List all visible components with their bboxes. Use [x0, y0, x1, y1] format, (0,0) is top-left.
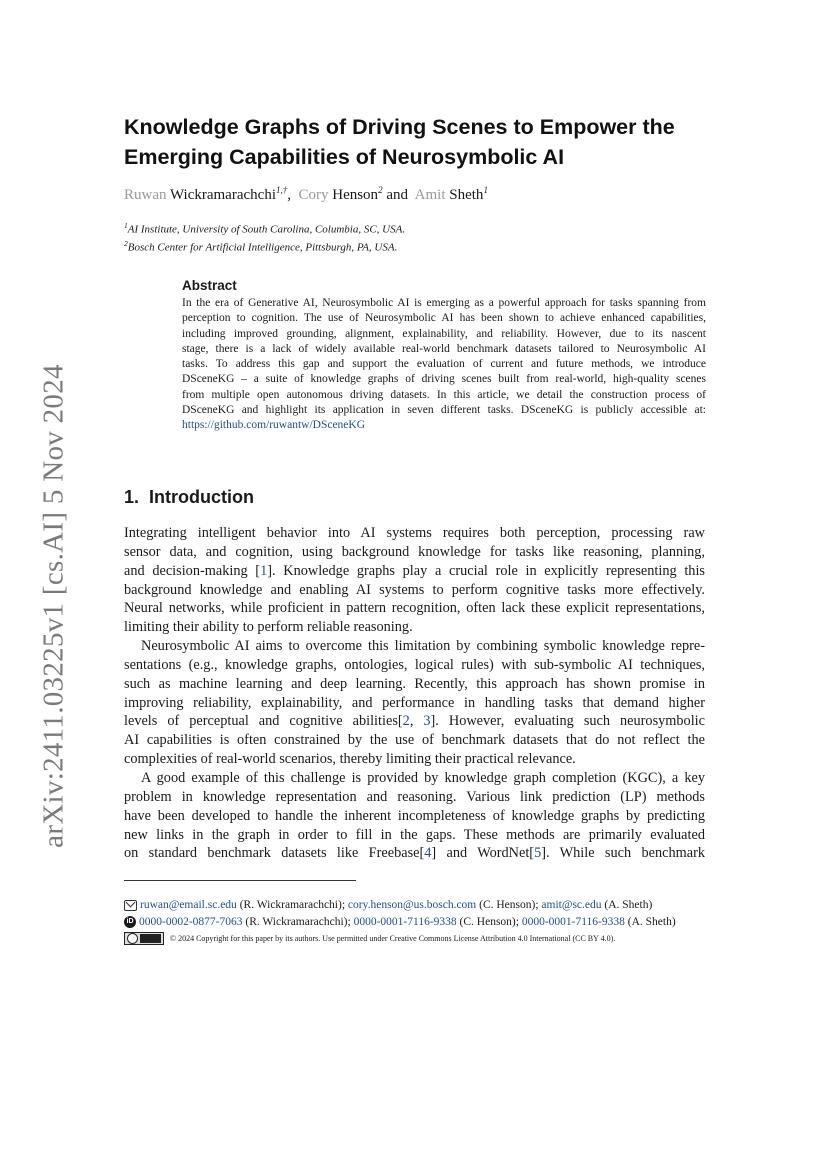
text-run: ]. Knowledge graphs play a crucial role in explicitly representing this — [267, 562, 705, 579]
body-line — [124, 844, 705, 863]
body-line — [124, 826, 705, 845]
body-line — [124, 581, 705, 600]
text-run: ]. While such benchmark — [541, 845, 705, 862]
text-run: AI capabilities is often constrained by the use of benchmark datasets that do not reflect the — [124, 732, 705, 749]
text-run: (R. Wickramarachchi); — [236, 899, 348, 911]
author-family-name: Wickramarachchi — [169, 187, 276, 203]
body-line — [124, 675, 705, 694]
author-superscript: 2 — [378, 185, 383, 195]
citation-link[interactable]: amit@sc.edu — [541, 899, 602, 911]
author-given-name[interactable]: Cory — [298, 187, 329, 203]
body-line — [124, 656, 705, 675]
author-separator: , — [287, 187, 291, 203]
text-run: (C. Henson); — [456, 916, 522, 928]
text-run: (C. Henson); — [476, 899, 542, 911]
text-run: Neurosymbolic AI aims to overcome this limitation by combining symbolic knowledge repre- — [141, 638, 705, 655]
author-list — [124, 185, 488, 204]
text-run: and decision-making [ — [124, 562, 261, 579]
email-line — [140, 899, 652, 911]
text-run: (R. Wickramarachchi); — [242, 916, 354, 928]
text-run: (A. Sheth) — [624, 916, 676, 928]
paper-title — [124, 112, 724, 172]
arxiv-side-identifier: arXiv:2411.03225v1 [cs.AI] 5 Nov 2024 — [37, 364, 70, 848]
text-run: limiting their ability to perform reliable reasoning. — [124, 619, 413, 636]
citation-link[interactable]: 1 — [260, 562, 268, 579]
email-icon — [124, 900, 137, 911]
citation-link[interactable]: ruwan@email.sc.edu — [140, 899, 237, 911]
text-run: such as machine learning and deep learning. Recently, this approach has shown promise in — [124, 675, 705, 692]
affiliation-number: 1 — [124, 221, 128, 230]
section-title: Introduction — [149, 487, 255, 507]
body-line — [124, 807, 705, 826]
cc-by-license-icon — [124, 932, 164, 945]
copyright-text: © 2024 Copyright for this paper by its authors. Use permitted under Creative Commons License Attribution 4.0 International (CC BY 4.0). — [170, 934, 616, 943]
author-separator: and — [386, 187, 408, 203]
abstract-line: from multiple open autonomous driving datasets. In this article, we detail the construction process of — [182, 388, 706, 401]
text-run: sentations (e.g., knowledge graphs, ontologies, logical rules) with sub-symbolic AI techniques, — [124, 656, 705, 673]
body-line — [124, 788, 705, 807]
abstract-body — [182, 296, 706, 434]
affiliation-text: Bosch Center for Artificial Intelligence, Pittsburgh, PA, USA. — [127, 241, 398, 254]
orcid-line — [139, 916, 676, 928]
text-run: sensor data, and cognition, using background knowledge for tasks like reasoning, planning, — [124, 543, 705, 560]
abstract-line: tasks. To address this gap and support the evaluation of current and future methods, we introduce — [182, 358, 706, 371]
abstract-line: including improved grounding, alignment, explainability, and reliability. However, due to its nascent — [182, 327, 706, 340]
affiliation-number: 2 — [124, 239, 128, 248]
title-line: Knowledge Graphs of Driving Scenes to Empower the — [124, 115, 675, 139]
text-run: , — [409, 713, 424, 730]
text-run: on standard benchmark datasets like Freebase[ — [124, 845, 425, 862]
footnote-orcids — [124, 916, 676, 928]
abstract-heading: Abstract — [182, 278, 237, 293]
citation-link[interactable]: 3 — [423, 713, 431, 730]
body-line — [124, 731, 705, 750]
abstract-line: stage, there is a lack of widely available real-world benchmark datasets tailored to Neurosymbolic AI — [182, 342, 706, 355]
text-run: levels of perceptual and cognitive abilities[ — [124, 713, 403, 730]
body-line — [124, 769, 705, 788]
text-run: new links in the graph in order to fill in the gaps. These methods are primarily evaluated — [124, 826, 705, 843]
title-line: Emerging Capabilities of Neurosymbolic AI — [124, 145, 565, 169]
section-number: 1. — [124, 487, 140, 507]
text-run: have been developed to handle the inherent incompleteness of knowledge graphs by predicting — [124, 807, 705, 824]
body-line — [124, 712, 705, 731]
author-superscript: 1 — [483, 185, 488, 195]
author-family-name: Henson — [332, 187, 379, 203]
text-run: ]. However, evaluating such neurosymbolic — [430, 713, 705, 730]
text-run: (A. Sheth) — [601, 899, 653, 911]
body-line — [124, 694, 705, 713]
body-line — [124, 599, 705, 618]
section-heading — [124, 487, 254, 508]
affiliation — [124, 239, 397, 254]
orcid-icon: iD — [124, 916, 136, 928]
body-line — [124, 562, 705, 581]
citation-link[interactable]: 0000-0001-7116-9338 — [521, 916, 625, 928]
github-link[interactable]: https://github.com/ruwantw/DSceneKG — [182, 419, 366, 432]
citation-link[interactable]: 0000-0002-0877-7063 — [139, 916, 243, 928]
body-line — [124, 618, 705, 637]
author-family-name: Sheth — [449, 187, 484, 203]
author-given-name[interactable]: Ruwan — [124, 187, 167, 203]
abstract-line: perception to cognition. The use of Neurosymbolic AI has been shown to achieve enhanced capabilities, — [182, 312, 706, 325]
text-run: background knowledge and enabling AI systems to perform cognitive tasks more effectively. — [124, 581, 705, 598]
text-run: complexities of real-world scenarios, thereby limiting their practical relevance. — [124, 751, 576, 768]
citation-link[interactable]: cory.henson@us.bosch.com — [347, 899, 477, 911]
author-superscript: 1,† — [275, 185, 288, 195]
footnote-license — [124, 932, 615, 945]
text-run: Integrating intelligent behavior into AI systems requires both perception, processing raw — [124, 525, 705, 541]
body-line — [124, 524, 705, 543]
body-line — [124, 637, 705, 656]
affiliation-text: AI Institute, University of South Carolina, Columbia, SC, USA. — [127, 223, 406, 236]
abstract-line: DSceneKG – a suite of knowledge graphs of driving scenes built from real-world, high-quality scenes — [182, 373, 706, 386]
text-run: improving reliability, explainability, and performance in handling tasks that demand higher — [124, 694, 705, 711]
text-run: problem in knowledge representation and reasoning. Various link prediction (LP) methods — [124, 788, 705, 805]
citation-link[interactable]: 2 — [402, 713, 410, 730]
body-line — [124, 750, 705, 769]
citation-link[interactable]: 0000-0001-7116-9338 — [353, 916, 457, 928]
text-run: Neural networks, while proficient in pattern recognition, often lack these explicit representations, — [124, 600, 705, 617]
body-line — [124, 543, 705, 562]
text-run: ] and WordNet[ — [431, 845, 535, 862]
introduction-body — [124, 524, 705, 863]
author-given-name[interactable]: Amit — [414, 187, 446, 203]
footnote-emails — [124, 899, 652, 911]
citation-link[interactable]: 4 — [424, 845, 432, 862]
citation-link[interactable]: 5 — [534, 845, 542, 862]
text-run: A good example of this challenge is provided by knowledge graph completion (KGC), a key — [141, 769, 705, 786]
footnote-rule — [124, 880, 356, 881]
abstract-line: In the era of Generative AI, Neurosymbolic AI is emerging as a powerful approach for tasks spanning from — [182, 297, 706, 309]
abstract-line: DSceneKG and highlight its application in seven different tasks. DSceneKG is publicly accessible at: — [182, 404, 706, 417]
affiliation — [124, 221, 405, 236]
